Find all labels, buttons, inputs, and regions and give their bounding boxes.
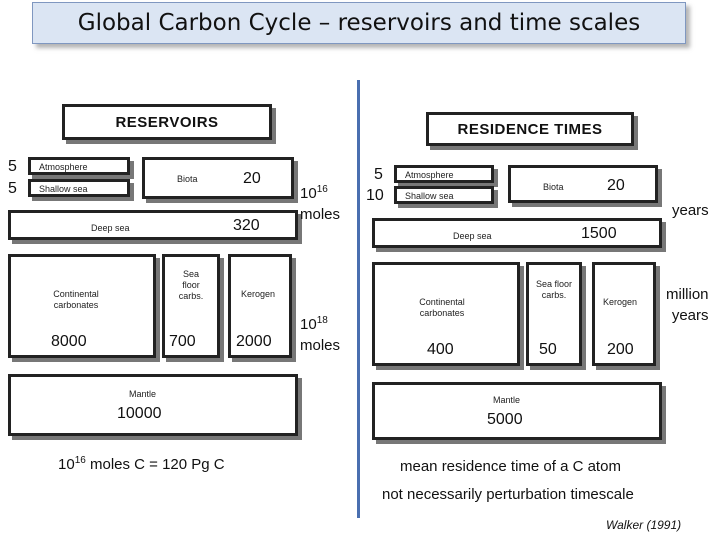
deep-sea-label-right: Deep sea — [453, 231, 492, 241]
shallow-sea-label-right: Shallow sea — [405, 191, 454, 201]
atmosphere-label: Atmosphere — [39, 162, 88, 172]
shallow-sea-residence-number: 10 — [366, 187, 384, 204]
mantle-label: Mantle — [129, 389, 157, 399]
center-divider — [357, 80, 360, 518]
continental-carbonates-box — [8, 254, 156, 358]
shallow-sea-box-right — [394, 186, 494, 204]
deep-sea-value-right: 1500 — [581, 225, 617, 242]
atmosphere-label-right: Atmosphere — [405, 170, 454, 180]
residence-note-1: mean residence time of a C atom — [400, 458, 621, 475]
residence-unit-top: years — [672, 202, 709, 219]
biota-label-right: Biota — [543, 182, 564, 192]
biota-value-right: 20 — [607, 177, 625, 194]
deep-sea-value: 320 — [233, 217, 260, 234]
deep-sea-label: Deep sea — [91, 223, 130, 233]
unit-top-word: moles — [300, 206, 341, 223]
biota-box-right — [508, 165, 658, 203]
reservoirs-header: RESERVOIRS — [62, 104, 272, 140]
biota-value: 20 — [243, 170, 261, 187]
sea-floor-carbs-label: Sea floor carbs. — [178, 269, 204, 301]
shallow-sea-box — [28, 179, 130, 197]
continental-carbonates-value: 8000 — [51, 333, 87, 350]
moles-conversion-footnote — [58, 450, 225, 475]
shallow-sea-reservoir-number: 5 — [8, 180, 17, 197]
sea-floor-carbs-box — [162, 254, 220, 358]
slide-title: Global Carbon Cycle – reservoirs and time scales — [32, 2, 686, 44]
citation: Walker (1991) — [606, 518, 682, 532]
mantle-value: 10000 — [117, 405, 162, 422]
kerogen-label: Kerogen — [241, 289, 276, 299]
unit-bottom-line2: years — [671, 307, 709, 324]
atmosphere-box — [28, 157, 130, 175]
atmosphere-reservoir-number: 5 — [8, 158, 17, 175]
residence-times-header: RESIDENCE TIMES — [426, 112, 634, 146]
sea-floor-carbs-box-right — [526, 262, 582, 366]
continental-carbonates-label-right: Continental carbonates — [419, 297, 465, 318]
kerogen-box — [228, 254, 292, 358]
unit-bottom-line1: million — [666, 286, 709, 303]
unit-top-base: 10 — [300, 185, 317, 202]
reservoir-unit-bottom — [300, 310, 340, 356]
footnote-text: moles C = 120 Pg C — [85, 456, 225, 473]
continental-carbonates-label: Continental carbonates — [53, 289, 99, 310]
sea-floor-carbs-label-right: Sea floor carbs. — [535, 279, 573, 300]
unit-bottom-exponent: 18 — [316, 315, 328, 326]
kerogen-label-right: Kerogen — [603, 297, 638, 307]
atmosphere-box-right — [394, 165, 494, 183]
sea-floor-carbs-value-right: 50 — [539, 341, 557, 358]
biota-box — [142, 157, 294, 199]
continental-carbonates-value-right: 400 — [427, 341, 454, 358]
unit-top-exponent: 16 — [316, 184, 328, 195]
biota-label: Biota — [177, 174, 198, 184]
atmosphere-residence-number: 5 — [374, 166, 383, 183]
kerogen-value-right: 200 — [607, 341, 634, 358]
mantle-box — [8, 374, 298, 436]
deep-sea-box-right — [372, 218, 662, 248]
unit-bottom-base: 10 — [300, 316, 317, 333]
sea-floor-carbs-value: 700 — [169, 333, 196, 350]
kerogen-value: 2000 — [236, 333, 272, 350]
residence-note-2: not necessarily perturbation timescale — [382, 486, 634, 503]
continental-carbonates-box-right — [372, 262, 520, 366]
mantle-label-right: Mantle — [493, 395, 521, 405]
reservoir-unit-top — [300, 179, 340, 225]
unit-bottom-word: moles — [300, 337, 341, 354]
mantle-box-right — [372, 382, 662, 440]
kerogen-box-right — [592, 262, 656, 366]
footnote-base: 10 — [58, 456, 75, 473]
shallow-sea-label: Shallow sea — [39, 184, 88, 194]
footnote-exponent: 16 — [74, 455, 86, 466]
mantle-value-right: 5000 — [487, 411, 523, 428]
deep-sea-box — [8, 210, 298, 240]
residence-unit-bottom — [666, 284, 709, 326]
